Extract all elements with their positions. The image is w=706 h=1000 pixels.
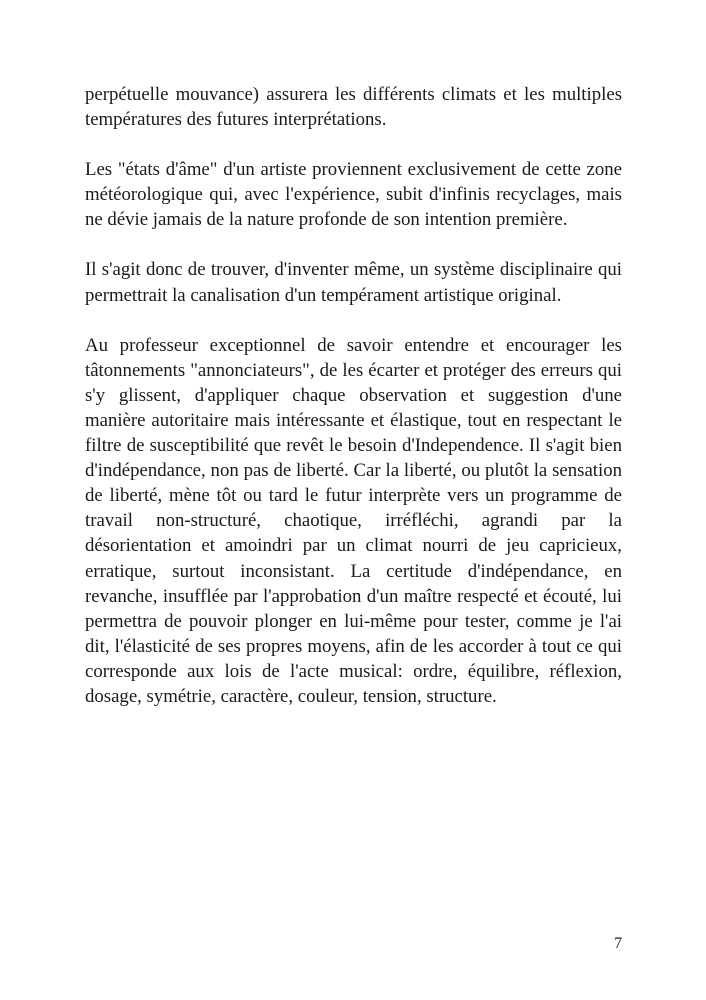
page-number: 7 <box>614 935 622 952</box>
paragraph-3: Il s'agit donc de trouver, d'inventer même, un système disciplinaire qui permettrait la canalisation d'un tempérament artistique original. <box>85 259 622 306</box>
paragraph-4: Au professeur exceptionnel de savoir entendre et encourager les tâtonnements "annonciateurs", de les écarter et protéger des erreurs qui s'y glissent, d'appliquer chaque observation et suggestion d'une manière autoritaire mais intéressante et élastique, tout en respectant le filtre de susceptibilité que revêt le besoin d'Independence. Il s'agit bien d'indépendance, non pas de liberté. Car la liberté, ou plutôt la sensation de liberté, mène tôt ou tard le futur interprète vers un programme de travail non-structuré, chaotique, irréfléchi, agrandi par la désorientation et amoindri par un climat nourri de jeu capricieux, erratique, surtout inconsistant. La certitude d'indépendance, en revanche, insufflée par l'approbation d'un maître respecté et écouté, lui permettra de pouvoir plonger en lui-même pour tester, comme je l'ai dit, l'élasticité de ses propres moyens, afin de les accorder à tout ce qui corresponde aux lois de l'acte musical: ordre, équilibre, réflexion, dosage, symétrie, caractère, couleur, tension, structure. <box>85 334 622 707</box>
body-text <box>85 82 622 709</box>
paragraph-1: perpétuelle mouvance) assurera les différents climats et les multiples températures des futures interprétations. <box>85 84 622 131</box>
paragraph-2: Les "états d'âme" d'un artiste proviennent exclusivement de cette zone météorologique qui, avec l'expérience, subit d'infinis recyclages, mais ne dévie jamais de la nature profonde de son intention première. <box>85 159 622 231</box>
